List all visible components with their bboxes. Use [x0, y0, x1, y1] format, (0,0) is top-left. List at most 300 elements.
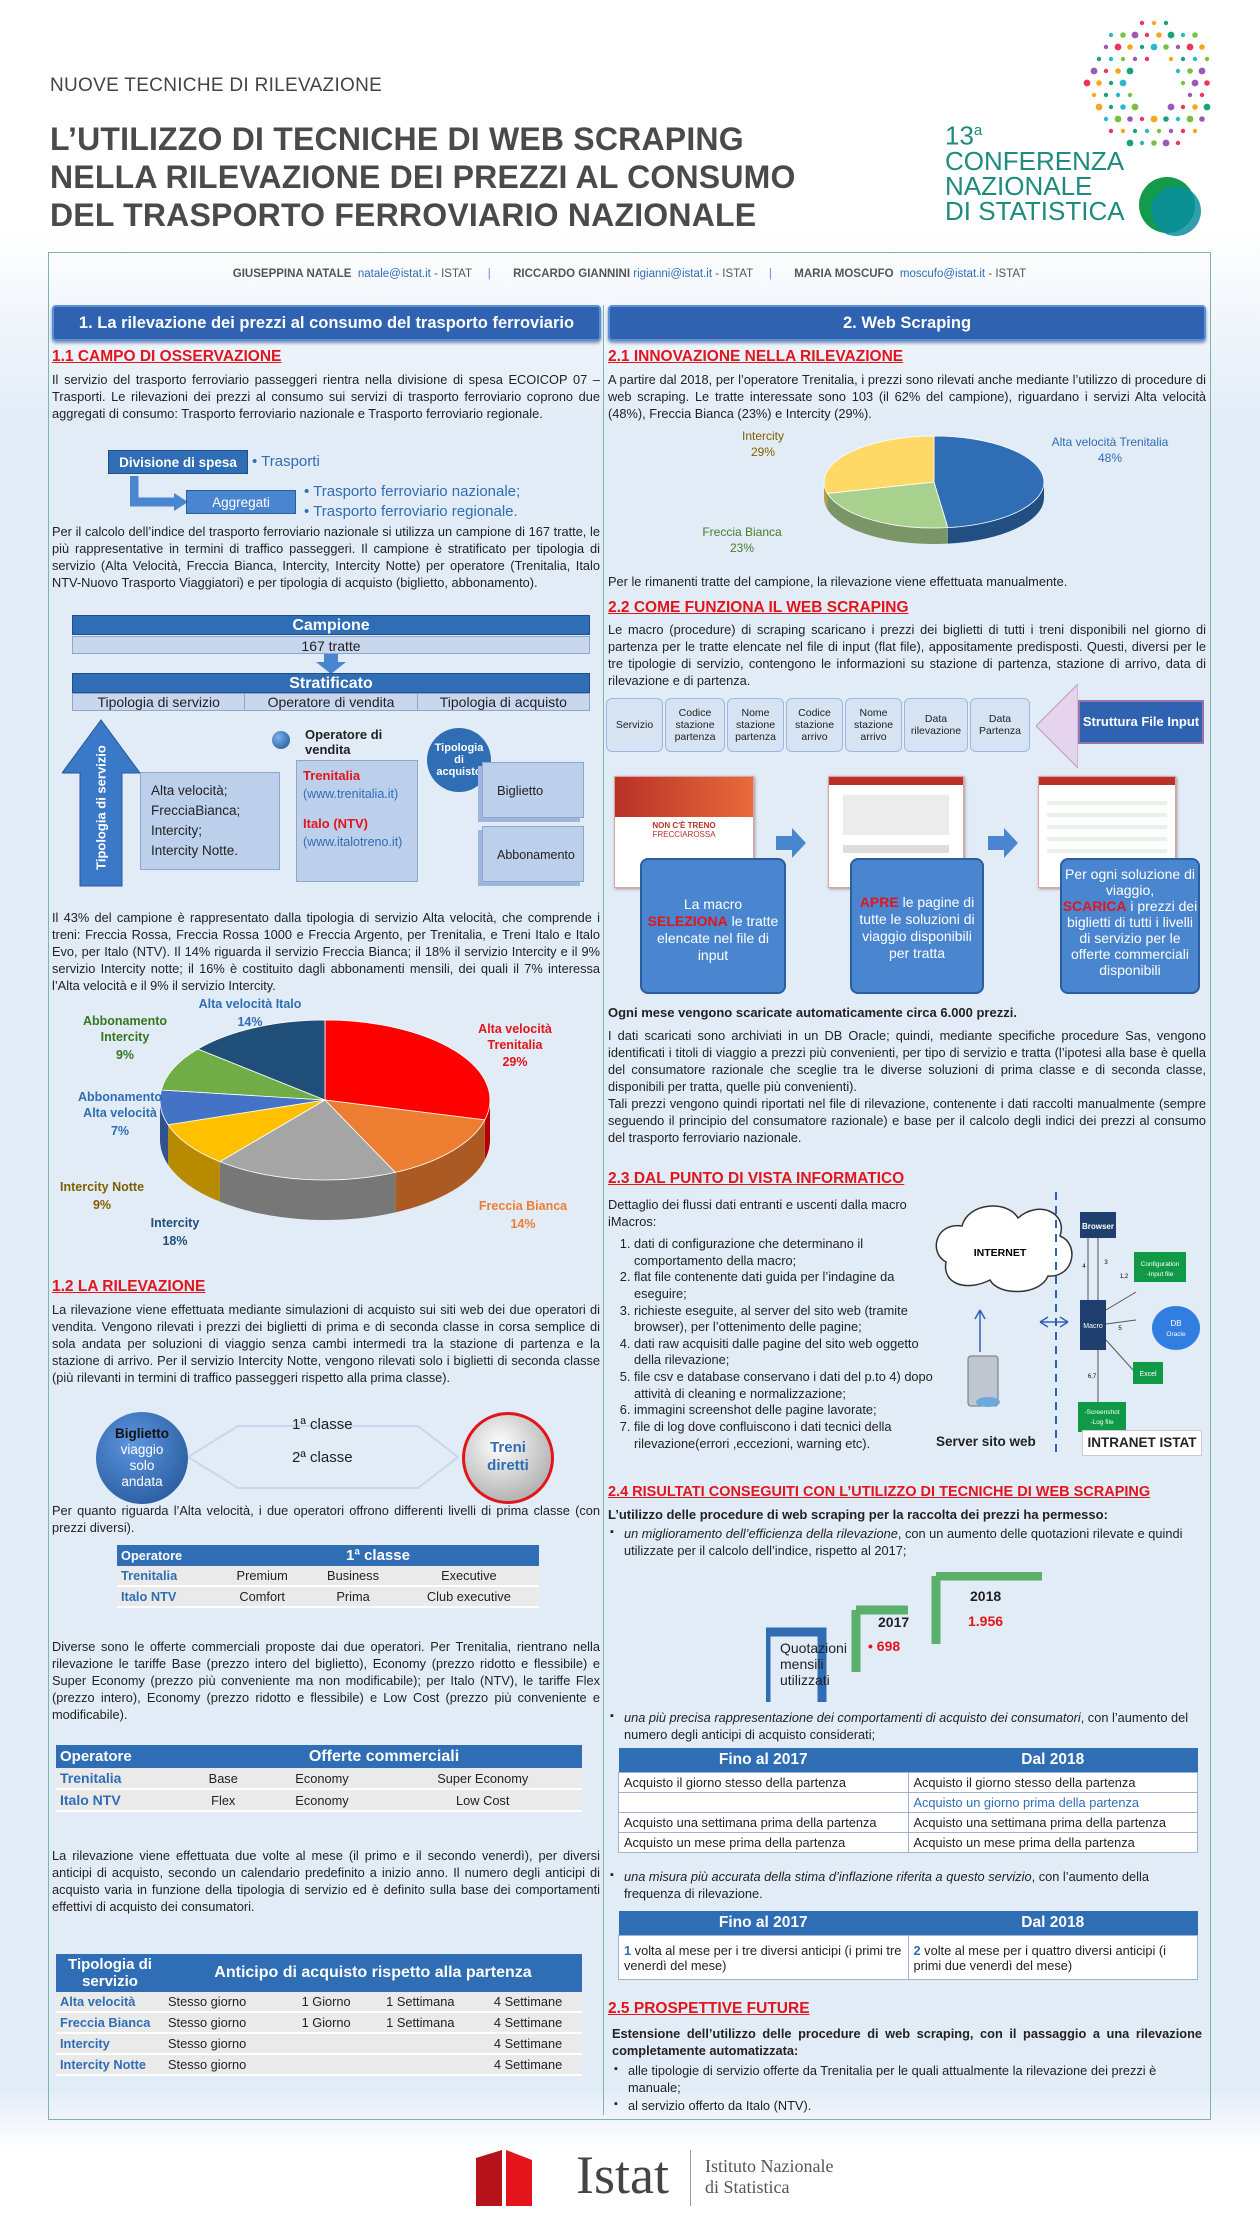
quotazioni-label: [780, 1640, 847, 1688]
cell: Intercity Notte: [56, 2054, 164, 2075]
logo-dot: [1140, 141, 1144, 145]
logo-dot: [1145, 129, 1149, 133]
acquisto-box-1: Biglietto: [482, 762, 584, 818]
step-3-a: Per ogni soluzione di viaggio,: [1065, 866, 1195, 898]
cell: Flex: [186, 1789, 261, 1811]
cell: Base: [186, 1768, 261, 1789]
logo-dot: [1163, 140, 1170, 147]
arrow-elbow-icon: [130, 476, 190, 512]
cell: Italo NTV: [117, 1586, 217, 1607]
logo-dot: [1192, 80, 1199, 87]
cell: [286, 2054, 367, 2075]
b2-rest: , con l’aumento del numero degli anticipi di acquisto considerati;: [624, 1710, 1189, 1743]
text-2-4: I dati scaricati sono archiviati in un DB Oracle; quindi, mediante specifiche procedure Sas, vengono identificati i titoli di viaggio a prezzi più convenienti, per tipo di servizio e tratta (l’ipotesi alla base è quella del consumatore razionale che sceglie tra le diverse soluzioni di prima classe e di seconda classe, disponibili per tratta, quelle più convenienti).: [608, 1028, 1206, 1095]
cell: 1 Giorno: [286, 1992, 367, 2012]
step-2-b: le pagine di tutte le soluzioni di viaggio disponibili per tratta: [859, 894, 975, 961]
shot-label-1: -Screenshot: [1084, 1409, 1120, 1416]
cell: Acquisto un giorno prima della partenza: [908, 1793, 1198, 1813]
conf-num: 13: [945, 120, 974, 151]
cell: Acquisto una settimana prima della partenza: [619, 1813, 909, 1833]
n5: 5: [1118, 1326, 1122, 1332]
t5-c1: volta al mese per i tre diversi anticipi (i primi tre venerdì del mese): [624, 1942, 902, 1973]
db-label-1: DB: [1170, 1319, 1182, 1328]
table-anticipi-confronto: [618, 1748, 1198, 1853]
heading-1-2: 1.2 LA RILEVAZIONE: [52, 1278, 206, 1295]
table-row: [56, 2054, 582, 2075]
servizio-1: Alta velocità;: [151, 783, 228, 798]
flow-5: Nome stazione arrivo: [845, 698, 902, 752]
logo-dot: [1205, 57, 1209, 61]
config-label-1: Configuration: [1140, 1261, 1180, 1268]
heading-2-1: 2.1 INNOVAZIONE NELLA RILEVAZIONE: [608, 348, 904, 365]
bullet-item: [608, 1868, 1206, 1903]
logo-dot: [1127, 116, 1133, 122]
b3-italic: una misura più accurata della stima d’inflazione riferita a questo servizio: [624, 1869, 1032, 1884]
strat-1: Tipologia di servizio: [73, 694, 245, 710]
logo-dot: [1181, 105, 1185, 109]
pie1-lbl-0a: Alta velocità Trenitalia: [1051, 435, 1169, 449]
cell: Economy: [261, 1789, 384, 1811]
tipologia-servizio-label: Tipologia di servizio: [93, 745, 109, 870]
strat-3: Tipologia di acquisto: [439, 694, 567, 710]
logo-dot: [1151, 140, 1157, 146]
logo-dot: [1132, 104, 1139, 111]
q-l3: utilizzati: [780, 1672, 830, 1688]
bullet-1: [608, 1525, 1206, 1560]
db-icon: [1152, 1306, 1200, 1350]
pie2-lbl-1b: 14%: [510, 1217, 536, 1231]
aggregato-2: • Trasporto ferroviario regionale.: [304, 503, 518, 520]
config-label-2: -Input file: [1146, 1271, 1174, 1278]
logo-dot: [1204, 104, 1211, 111]
logo-dot: [1192, 104, 1198, 110]
strat-cells: [72, 693, 590, 711]
cell: Trenitalia: [117, 1566, 217, 1586]
pie2-lbl-2b: 18%: [162, 1234, 188, 1248]
flow-7: Data Partenza: [970, 698, 1030, 752]
logo-dot: [1132, 32, 1139, 39]
acquisto-box-2: Abbonamento: [482, 826, 584, 882]
step-3-c: i prezzi dei biglietti di tutti i livelli di servizio per le offerte commerciali disponibili: [1066, 898, 1198, 978]
logo-dot: [1109, 57, 1113, 61]
servizio-2: FrecciaBianca;: [151, 803, 241, 818]
cell: Acquisto il giorno stesso della partenza: [908, 1773, 1198, 1793]
logo-dot: [1168, 104, 1175, 111]
aggregati-box: Aggregati: [186, 490, 296, 514]
operatore-dot-icon: [272, 731, 290, 749]
t5-n2: 2: [913, 1942, 921, 1958]
logo-dot: [1109, 105, 1113, 109]
istat-l2: di Statistica: [705, 2177, 790, 2197]
logo-dot: [1145, 33, 1149, 37]
logo-dot: [1115, 68, 1121, 74]
cell: 4 Settimane: [474, 2033, 582, 2054]
table-row: [619, 1936, 1198, 1980]
logo-dot: [1140, 21, 1144, 25]
cell: 1 Settimana: [366, 2012, 474, 2033]
heading-1-1: 1.1 CAMPO DI OSSERVAZIONE: [52, 348, 282, 365]
cell: Low Cost: [383, 1789, 582, 1811]
author-1: GIUSEPPINA NATALE: [232, 268, 352, 280]
bullet-item: [608, 1709, 1206, 1744]
n12: 1,2: [1119, 1274, 1129, 1280]
logo-dot: [1199, 116, 1205, 122]
bullet-2: [608, 1709, 1206, 1744]
cell: Acquisto il giorno stesso della partenza: [619, 1773, 909, 1793]
logo-dot: [1104, 69, 1108, 73]
table-row: [56, 2033, 582, 2054]
table-row: [56, 1768, 582, 1789]
pie2-lbl-6a: Alta velocità Italo: [198, 997, 302, 1011]
operatore-1-link[interactable]: (www.trenitalia.it): [303, 787, 399, 801]
struttura-file-input: Struttura File Input: [1078, 700, 1204, 744]
biglietto-l4: andata: [121, 1474, 163, 1489]
author-2: RICCARDO GIANNINI: [513, 268, 631, 280]
operatore-1: Trenitalia: [303, 768, 361, 783]
logo-dot: [1151, 44, 1158, 51]
pie2-lbl-4b: Alta velocità: [83, 1106, 157, 1120]
text-1-6: Diverse sono le offerte commerciali proposte dai due operatori. Per Trenitalia, rientrano nella rilevazione le tariffe Base (prezzo intero del biglietto), Economy (prezzo ridotto e flessibile) e Super Economy (prezzo più conveniente ma non modificabile); per Italo (NTV), le tariffe Flex (prezzo intero), Economy (prezzo ridotto e flessibile) e Low Cost (prezzo più conveniente e modificabile).: [52, 1639, 600, 1723]
table-row: [619, 1833, 1198, 1853]
author-3: MARIA MOSCUFO: [794, 268, 894, 280]
text-1-5: Per quanto riguarda l’Alta velocità, i due operatori offrono differenti livelli di prima classe (con prezzi diversi).: [52, 1503, 600, 1536]
pie-chart-web-scraping: [700, 422, 1180, 562]
internet-label: INTERNET: [973, 1247, 1027, 1259]
campione-header: Campione: [72, 615, 590, 635]
logo-dot: [1127, 140, 1134, 147]
b1-rest: , con un aumento delle quotazioni rilevate e quindi utilizzate per il calcolo dell’indice, rispetto al 2017;: [624, 1526, 1183, 1559]
logo-dot: [1181, 81, 1185, 85]
strat-2: Operatore di vendita: [245, 694, 417, 710]
logo-dot: [1199, 68, 1206, 75]
sep-2: |: [768, 268, 772, 280]
logo-dot: [1187, 44, 1194, 51]
servizio-3: Intercity;: [151, 823, 203, 838]
table-row: [619, 1793, 1198, 1813]
operatore-2-link[interactable]: (www.italotreno.it): [303, 835, 403, 849]
pie1-lbl-1a: Freccia Bianca: [702, 525, 782, 539]
istat-logo-icon: [476, 2148, 566, 2206]
logo-dot: [1091, 68, 1098, 75]
page-title: [50, 120, 796, 234]
conf-line-3: DI STATISTICA: [945, 195, 1125, 226]
operatori-box: [296, 760, 418, 882]
logo-dot: [1188, 93, 1192, 97]
pie2-lbl-5a: Abbonamento: [82, 1014, 168, 1028]
flow-list: [608, 1236, 938, 1452]
logo-dot: [1133, 129, 1137, 133]
cell: 4 Settimane: [474, 2054, 582, 2075]
chevron-left-icon: [1036, 684, 1078, 768]
q-l2: mensili: [780, 1656, 824, 1672]
logo-dot: [1092, 93, 1096, 97]
bullet-item: ▪ al servizio offerto da Italo (NTV).: [612, 2097, 1202, 2114]
logo-dot: [1181, 57, 1185, 61]
server-label: Server sito web: [936, 1434, 1036, 1449]
column-divider: [603, 305, 604, 2115]
logo-dot: [1109, 81, 1113, 85]
logo-dot: [1168, 32, 1175, 39]
list-item: 4. dati raw acquisiti dalle pagine del sito web oggetto della rilevazione;: [634, 1336, 938, 1369]
list-item: 3. richieste eseguite, al server del sito web (tramite browser), per l’ottenimento delle pagine;: [634, 1303, 938, 1336]
flow-6: Data rilevazione: [904, 698, 968, 752]
logo-dot: [1120, 32, 1126, 38]
pie2-lbl-4c: 7%: [110, 1124, 130, 1138]
campione-count: 167 tratte: [72, 636, 590, 654]
t5-n1: 1: [624, 1942, 632, 1958]
q-l1: Quotazioni: [780, 1640, 847, 1656]
logo-dot: [1128, 93, 1132, 97]
logo-dot: [1156, 32, 1162, 38]
t5-c2: volte al mese per i quattro diversi anticipi (i primi due venerdì del mese): [913, 1942, 1167, 1973]
text-2-5: Tali prezzi vengono quindi riportati nel file di rilevazione, contenente i dati raccolti manualmente (sempre seguendo il principio del consumatore razionale) e base per il calcolo degli indici dei prezzi al consumo del trasporto ferroviario nazionale.: [608, 1096, 1206, 1146]
title-line-3: DEL TRASPORTO FERROVIARIO NAZIONALE: [50, 197, 757, 233]
list-item: 6. immagini screenshot delle pagine lavorate;: [634, 1402, 938, 1419]
title-line-2: NELLA RILEVAZIONE DEI PREZZI AL CONSUMO: [50, 159, 796, 195]
list-item: 7. file di log dove confluiscono i dati tecnici della rilevazione(errori ,eccezioni, warning etc).: [634, 1419, 938, 1452]
cell: 1 Settimana: [366, 1992, 474, 2012]
text-1-1: Il servizio del trasporto ferroviario passeggeri rientra nella divisione di spesa ECOICOP 07 – Trasporti. Le rilevazioni dei prezzi al consumo sui servizi di trasporto ferroviario coprono due aggregati di consumo: Trasporto ferroviario nazionale e Trasporto ferroviario regionale.: [52, 372, 600, 422]
cell: Trenitalia: [56, 1768, 186, 1789]
cell: [908, 1936, 1198, 1980]
email-2[interactable]: rigianni@istat.it: [633, 268, 713, 280]
db-label-2: Oracle: [1166, 1331, 1186, 1338]
table-prima-classe: [117, 1545, 539, 1608]
bold-text-3: Estensione dell’utilizzo delle procedure di web scraping, con il passaggio a una rilevazione completamente automatizzata:: [612, 2026, 1202, 2059]
sep-1: |: [487, 268, 491, 280]
logo-dot: [1204, 80, 1210, 86]
cell: 4 Settimane: [474, 2012, 582, 2033]
step-2: [850, 858, 984, 994]
table-row: [56, 2012, 582, 2033]
year-2017: 2017: [878, 1614, 910, 1630]
value-2017: • 698: [868, 1638, 901, 1654]
section-1-bar: 1. La rilevazione dei prezzi al consumo del trasporto ferroviario: [52, 305, 601, 341]
biglietto-circle: [96, 1412, 188, 1504]
cell: Stesso giorno: [164, 2012, 286, 2033]
heading-2-4: 2.4 RISULTATI CONSEGUITI CON L’UTILIZZO DI TECNICHE DI WEB SCRAPING: [608, 1484, 1151, 1500]
text-2-6: Dettaglio dei flussi dati entranti e uscenti dalla macro iMacros:: [608, 1197, 907, 1230]
list-item: 5. file csv e database conservano i dati del p.to 4) dopo attività di cleaning e normalizzazione;: [634, 1369, 938, 1402]
cell: Super Economy: [383, 1768, 582, 1789]
table-row: [619, 1773, 1198, 1793]
t3-h1: Tipologia di servizio: [56, 1954, 164, 1992]
table-offerte: [56, 1745, 582, 1812]
istat-fullname: [705, 2156, 833, 2198]
logo-dot: [1193, 129, 1197, 133]
macro-label: Macro: [1083, 1323, 1103, 1330]
pie2-lbl-0a: Alta velocità: [478, 1022, 552, 1036]
t1-h1: Operatore: [117, 1545, 217, 1566]
t5-h2: Dal 2018: [908, 1911, 1198, 1936]
logo-dot: [1200, 93, 1204, 97]
t5-h1: Fino al 2017: [619, 1911, 909, 1936]
text-1-7: La rilevazione viene effettuata due volte al mese (il primo e il secondo venerdì), per diversi anticipi di acquisto, secondo un calendario predefinito a inizio anno. Il numero degli anticipi di acquisto varia in funzione della tipologia di servizio ed è definito sulla base dei comportamenti effettivi di acquisto dei consumatori.: [52, 1848, 600, 1915]
logo-dot: [1120, 104, 1126, 110]
pie2-lbl-3b: 9%: [92, 1198, 112, 1212]
aggregato-1: • Trasporto ferroviario nazionale;: [304, 483, 521, 500]
screenshot-1-text2: FRECCIAROSSA: [652, 830, 716, 839]
list-item: 1. dati di configurazione che determinano il comportamento della macro;: [634, 1236, 938, 1269]
logo-dot: [1104, 93, 1108, 97]
text-2-1: A partire dal 2018, per l’operatore Trenitalia, i prezzi sono rilevati anche mediante l’utilizzo di procedure di web scraping. Le tratte interessate sono 103 (il 62% del campione), riguardano i servizi Alta velocità (48%), Freccia Bianca (23%) e Intercity (29%).: [608, 372, 1206, 422]
pie2-lbl-1a: Freccia Bianca: [478, 1199, 568, 1213]
logo-dot: [1097, 57, 1101, 61]
cell: Business: [307, 1566, 398, 1586]
treni-circle: [462, 1412, 554, 1504]
logo-dot: [1145, 57, 1149, 61]
step-1-b: SELEZIONA: [647, 913, 728, 929]
cell: Acquisto una settimana prima della partenza: [908, 1813, 1198, 1833]
flow-3: Nome stazione partenza: [727, 698, 784, 752]
browser-label: Browser: [1081, 1222, 1115, 1231]
cell: [366, 2054, 474, 2075]
biglietto-l1: Biglietto: [115, 1426, 169, 1441]
logo-dot: [1140, 117, 1144, 121]
step-1-c: le tratte elencate nel file di input: [656, 913, 779, 963]
classe-2: 2ª classe: [292, 1449, 353, 1466]
logo-dot: [1096, 104, 1103, 111]
logo-dot: [1127, 68, 1134, 75]
classe-1: 1ª classe: [292, 1416, 353, 1433]
pie1-lbl-1b: 23%: [729, 541, 755, 555]
text-2-3: Le macro (procedure) di scraping scaricano i prezzi dei biglietti di tutti i treni disponibili nel giorno di partenza per le tratte elencate nel file di input (flat file), appositamente predisposti. Questi, diversi per le tre tipologie di servizio, contengono le informazioni su stazione di partenza, stazione di arrivo, data di rilevazione e di partenza.: [608, 622, 1206, 689]
year-2018: 2018: [970, 1588, 1002, 1604]
logo-dot: [1127, 44, 1133, 50]
org-1: - ISTAT: [430, 268, 472, 280]
acquisto-circle: Tipologia di acquisto: [427, 728, 491, 792]
cell: 1 Giorno: [286, 2012, 367, 2033]
biglietto-l2: viaggio: [120, 1442, 164, 1457]
istat-wordmark: Istat: [576, 2145, 669, 2205]
step-1-a: La macro: [683, 896, 743, 912]
heading-2-2: 2.2 COME FUNZIONA IL WEB SCRAPING: [608, 599, 909, 616]
bold-text-2: L’utilizzo delle procedure di web scraping per la raccolta dei prezzi ha permesso:: [608, 1507, 1108, 1522]
table-row: [619, 1813, 1198, 1833]
org-3: - ISTAT: [985, 268, 1027, 280]
pie2-lbl-0b: Trenitalia: [487, 1038, 543, 1052]
logo-dot: [1104, 45, 1108, 49]
logo-dot: [1120, 80, 1127, 87]
step-1: [640, 858, 786, 994]
email-1[interactable]: natale@istat.it: [357, 268, 431, 280]
cell: Alta velocità: [56, 1992, 164, 2012]
authors-line: [48, 268, 1211, 280]
logo-dot: [1199, 44, 1205, 50]
table-row: [117, 1586, 539, 1607]
cell: Stesso giorno: [164, 1992, 286, 2012]
pie1-lbl-0b: 48%: [1097, 451, 1123, 465]
cell: Executive: [399, 1566, 539, 1586]
biglietto-l3: solo: [129, 1458, 155, 1473]
logo-dot: [1169, 57, 1173, 61]
n4: 4: [1082, 1264, 1086, 1270]
logo-dot: [1115, 44, 1122, 51]
intranet-label: INTRANET ISTAT: [1082, 1430, 1202, 1456]
pie2-lbl-5b: Intercity: [100, 1030, 150, 1044]
cell: Freccia Bianca: [56, 2012, 164, 2033]
pie2-lbl-0c: 29%: [502, 1055, 528, 1069]
t2-h1: Operatore: [56, 1745, 186, 1768]
excel-label: Excel: [1139, 1371, 1157, 1378]
cell: [619, 1936, 909, 1980]
table-row: [117, 1566, 539, 1586]
cell: Intercity: [56, 2033, 164, 2054]
text-2-2: Per le rimanenti tratte del campione, la rilevazione viene effettuata manualmente.: [608, 574, 1068, 589]
logo-dot: [1152, 21, 1156, 25]
arrow-down-icon: [316, 654, 346, 674]
email-3[interactable]: moscufo@istat.it: [899, 268, 986, 280]
logo-dot: [1163, 44, 1169, 50]
t1-h2: 1ª classe: [217, 1545, 539, 1566]
cell: [619, 1793, 909, 1813]
bold-text-1: Ogni mese vengono scaricate automaticamente circa 6.000 prezzi.: [608, 1005, 1017, 1020]
cell: Acquisto un mese prima della partenza: [908, 1833, 1198, 1853]
footer-divider: [690, 2150, 691, 2206]
logo-dot: [1133, 57, 1137, 61]
logo-dot: [1176, 69, 1180, 73]
kicker: NUOVE TECNICHE DI RILEVAZIONE: [50, 75, 383, 96]
arrow-right-icon: [776, 828, 806, 858]
logo-dot: [1084, 80, 1091, 87]
shot-label-2: -Log file: [1090, 1419, 1114, 1426]
logo-dot: [1109, 33, 1113, 37]
logo-dot: [1151, 116, 1158, 123]
heading-2-5: 2.5 PROSPETTIVE FUTURE: [608, 2000, 810, 2017]
t3-h2: Anticipo di acquisto rispetto alla partenza: [164, 1954, 582, 1992]
flow-4: Codice stazione arrivo: [786, 698, 843, 752]
bullet-3: [608, 1868, 1206, 1903]
pie2-lbl-6b: 14%: [237, 1015, 263, 1029]
section-2-bar: 2. Web Scraping: [608, 305, 1206, 341]
logo-dot: [1157, 129, 1161, 133]
cell: Italo NTV: [56, 1789, 186, 1811]
div-spesa-value: • Trasporti: [252, 453, 320, 470]
heading-2-3: 2.3 DAL PUNTO DI VISTA INFORMATICO: [608, 1170, 905, 1187]
istat-l1: Istituto Nazionale: [705, 2156, 834, 2176]
value-2018: 1.956: [968, 1613, 1004, 1629]
cell: Club executive: [399, 1586, 539, 1607]
logo-dot: [1163, 116, 1169, 122]
b2-italic: una più precisa rappresentazione dei comportamenti di acquisto dei consumatori: [624, 1710, 1081, 1725]
logo-dot: [1187, 68, 1193, 74]
pie2-lbl-3a: Intercity Notte: [60, 1180, 145, 1194]
pie2-lbl-4a: Abbonamento: [77, 1090, 163, 1104]
cell: Prima: [307, 1586, 398, 1607]
logo-dot: [1181, 129, 1185, 133]
org-2: - ISTAT: [712, 268, 753, 280]
cell: [286, 2033, 367, 2054]
logo-dot: [1176, 45, 1180, 49]
it-diagram: [928, 1192, 1208, 1462]
div-spesa-box: Divisione di spesa: [108, 450, 248, 474]
conf-line-2: NAZIONALE: [945, 170, 1093, 201]
treni-l2: diretti: [487, 1457, 529, 1474]
flow-boxes: [606, 698, 1030, 752]
screenshot-box: [1078, 1402, 1126, 1432]
logo-dot: [1176, 117, 1180, 121]
logo-dot: [1176, 141, 1180, 145]
treni-l1: Treni: [490, 1439, 526, 1456]
logo-dot: [1140, 45, 1144, 49]
text-1-2: Per il calcolo dell’indice del trasporto ferroviario nazionale si utilizza un campione di 167 tratte, le più rappresentative in termini di traffico passeggeri. Il campione è stratificato per tipologia di servizio (Alta Velocità, Freccia Bianca, Intercity, Intercity Notte) per operatore (Trenitalia, Italo NTV-Nuovo Trasporto Viaggiatori) e per tipologia di acquisto (biglietto, abbonamento).: [52, 524, 600, 591]
cell: Acquisto un mese prima della partenza: [619, 1833, 909, 1853]
step-3: [1060, 858, 1200, 994]
operatore-2: Italo (NTV): [303, 816, 368, 831]
cell: 4 Settimane: [474, 1992, 582, 2012]
bullet-item: [608, 1525, 1206, 1560]
logo-dot: [1187, 116, 1194, 123]
